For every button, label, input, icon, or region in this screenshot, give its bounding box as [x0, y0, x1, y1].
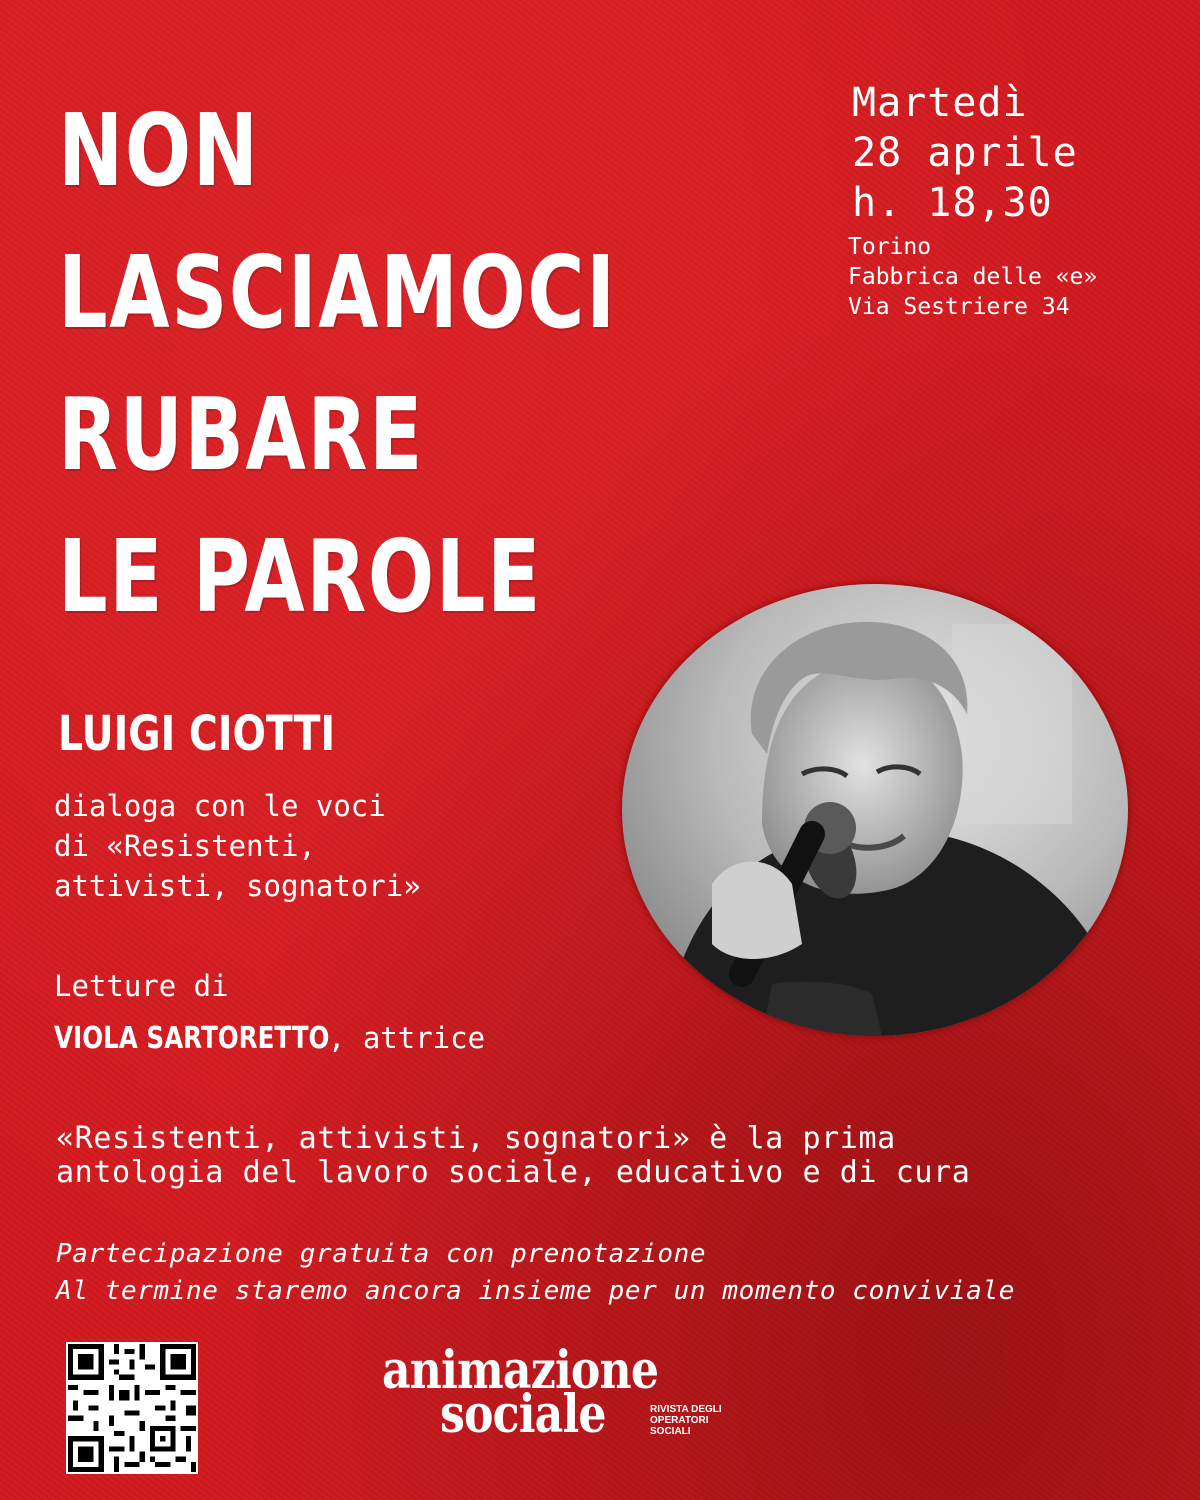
tagline-line: RIVISTA DEGLI: [650, 1404, 722, 1415]
description-line: di «Resistenti,: [54, 829, 316, 863]
venue-line: Fabbrica delle «e»: [848, 264, 1098, 290]
reader-line: [54, 1012, 485, 1065]
date-line: 28 aprile: [852, 130, 1078, 176]
headline: [58, 80, 617, 648]
description-line: dialoga con le voci: [54, 789, 386, 823]
venue-line: Via Sestriere 34: [848, 294, 1070, 320]
event-notes: [56, 1236, 1015, 1310]
logo-word-animazione: animazione: [382, 1340, 659, 1401]
logo-tagline: [650, 1404, 740, 1437]
headline-line: RUBARE: [58, 376, 424, 493]
speaker-photo-image: [622, 584, 1128, 1036]
reader-role: , attrice: [327, 1021, 486, 1055]
logo-word-sociale: sociale: [440, 1384, 606, 1445]
headline-line: NON: [58, 92, 260, 209]
venue-line: Torino: [848, 234, 932, 260]
readings: [54, 960, 485, 1065]
event-venue: [848, 232, 1097, 322]
note-line: Al termine staremo ancora insieme per un momento conviviale: [56, 1276, 1015, 1306]
reader-name: VIOLA SARTORETTO: [54, 1021, 330, 1056]
speaker-name: LUIGI CIOTTI: [58, 706, 336, 762]
event-date: [852, 78, 1078, 228]
readings-intro: Letture di: [54, 969, 229, 1003]
tagline-line: SOCIALI: [650, 1426, 691, 1437]
speaker-description: [54, 786, 421, 906]
book-line: «Resistenti, attivisti, sognatori» è la prima: [56, 1121, 896, 1156]
speaker-photo: [622, 584, 1128, 1036]
date-line: h. 18,30: [852, 180, 1053, 226]
headline-line: LE PAROLE: [58, 518, 542, 635]
qr-code-icon[interactable]: [66, 1342, 198, 1474]
qr-code-graphic: [68, 1344, 196, 1472]
book-line: antologia del lavoro sociale, educativo e di cura: [56, 1155, 971, 1190]
description-line: attivisti, sognatori»: [54, 869, 421, 903]
tagline-line: OPERATORI: [650, 1415, 709, 1426]
date-line: Martedì: [852, 80, 1028, 126]
publisher-logo: [382, 1340, 782, 1460]
book-description: [56, 1122, 970, 1190]
note-line: Partecipazione gratuita con prenotazione: [56, 1239, 707, 1269]
headline-line: LASCIAMOCI: [58, 234, 617, 351]
